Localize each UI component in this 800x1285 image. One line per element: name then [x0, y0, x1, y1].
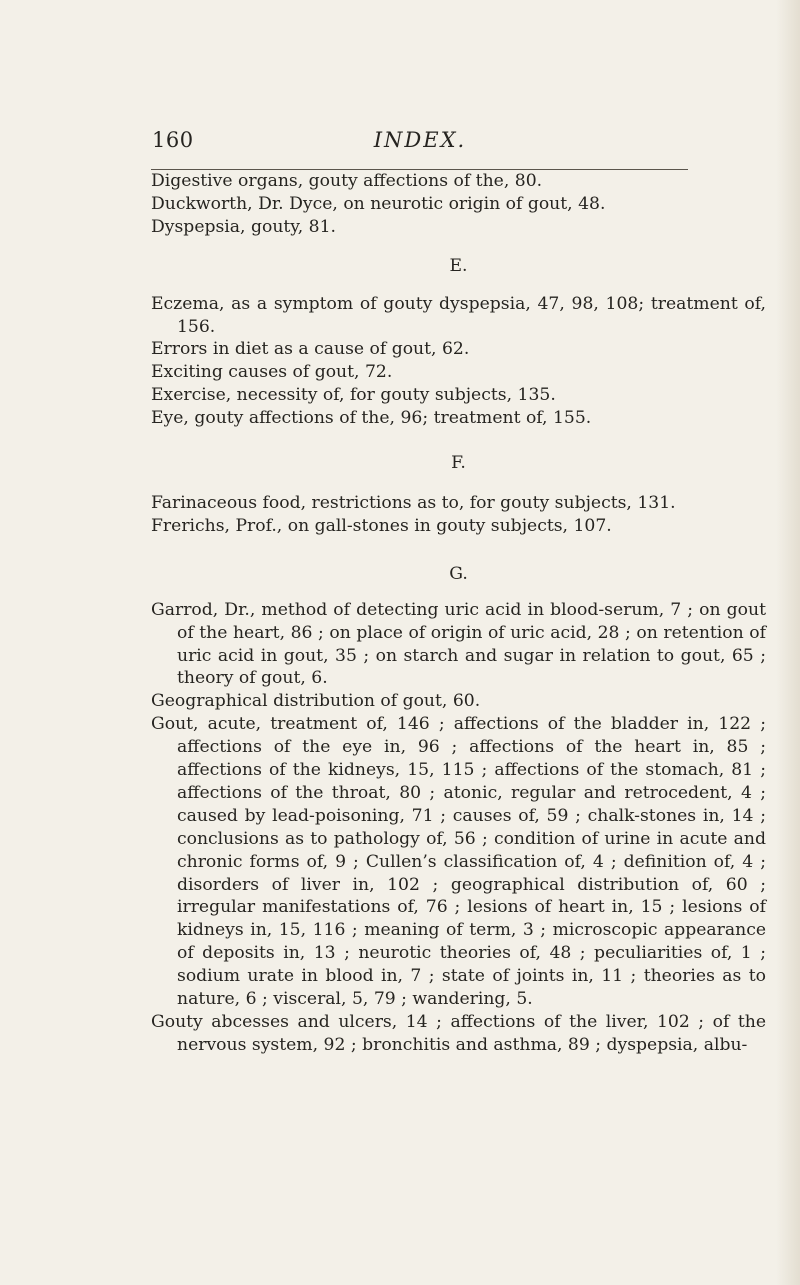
index-entry: Exciting causes of gout, 72. — [151, 362, 393, 383]
index-entry: Gouty abcesses and ulcers, 14 ; affections of the liver, 102 ; of the nervous system, 92 ; bronchitis and asthma, 89 ; dyspepsia, albu- — [151, 1012, 766, 1055]
index-entry: Dyspepsia, gouty, 81. — [151, 216, 336, 237]
section-letter-f: F. — [451, 453, 466, 474]
index-entry: Garrod, Dr., method of detecting uric acid in blood-serum, 7 ; on gout of the heart, 86 ; on place of origin of uric acid, 28 ; on retention of uric acid in gout, 35 ; on starch and sugar in relation to gout, 65 ; theory of gout, 6. — [151, 599, 766, 689]
running-head — [152, 128, 688, 158]
index-entry: Exercise, necessity of, for gouty subjects, 135. — [151, 385, 556, 406]
index-entry: Errors in diet as a cause of gout, 62. — [151, 339, 470, 360]
page-edge-shadow — [776, 0, 800, 1285]
page-number: 160 — [152, 128, 194, 152]
index-entry: Geographical distribution of gout, 60. — [151, 691, 481, 712]
section-letter-g: G. — [449, 563, 468, 584]
index-entry: Duckworth, Dr. Dyce, on neurotic origin of gout, 48. — [151, 193, 606, 214]
index-entry: Farinaceous food, restrictions as to, for gouty subjects, 131. — [151, 492, 676, 513]
section-letter-e: E. — [449, 255, 468, 276]
index-entry: Digestive organs, gouty affections of the, 80. — [151, 171, 543, 191]
running-title: INDEX. — [373, 128, 467, 152]
index-entry: Eczema, as a symptom of gouty dyspepsia, 47, 98, 108; treatment of, 156. — [151, 293, 766, 337]
index-entry: Gout, acute, treatment of, 146 ; affections of the bladder in, 122 ; affections of the eye in, 96 ; affections of the heart in, 85 ; affections of the kidneys, 15, 115 ; affections of the stomach, 81 ; affections of the throat, 80 ; atonic, regular and retrocedent, 4 ; caused by lead-poisoning, 71 ; causes of, 59 ; chalk-stones in, 14 ; conclusions as to pathology of, 56 ; condition of urine in acute and chronic forms of, 9 ; Cullen’s classification of, 4 ; definition of, 4 ; disorders of liver in, 102 ; geographical distribution of, 60 ; irregular manifestations of, 76 ; lesions of heart in, 15 ; lesions of kidneys in, 15, 116 ; meaning of term, 3 ; microscopic appearance of deposits in, 13 ; neurotic theories of, 48 ; peculiarities of, 1 ; sodium urate in blood in, 7 ; state of joints in, 11 ; theories as to nature, 6 ; visceral, 5, 79 ; wandering, 5. — [151, 714, 766, 1010]
index-content — [151, 170, 766, 1057]
index-entry: Eye, gouty affections of the, 96; treatment of, 155. — [151, 408, 592, 429]
index-entry: Frerichs, Prof., on gall-stones in gouty subjects, 107. — [151, 515, 612, 536]
